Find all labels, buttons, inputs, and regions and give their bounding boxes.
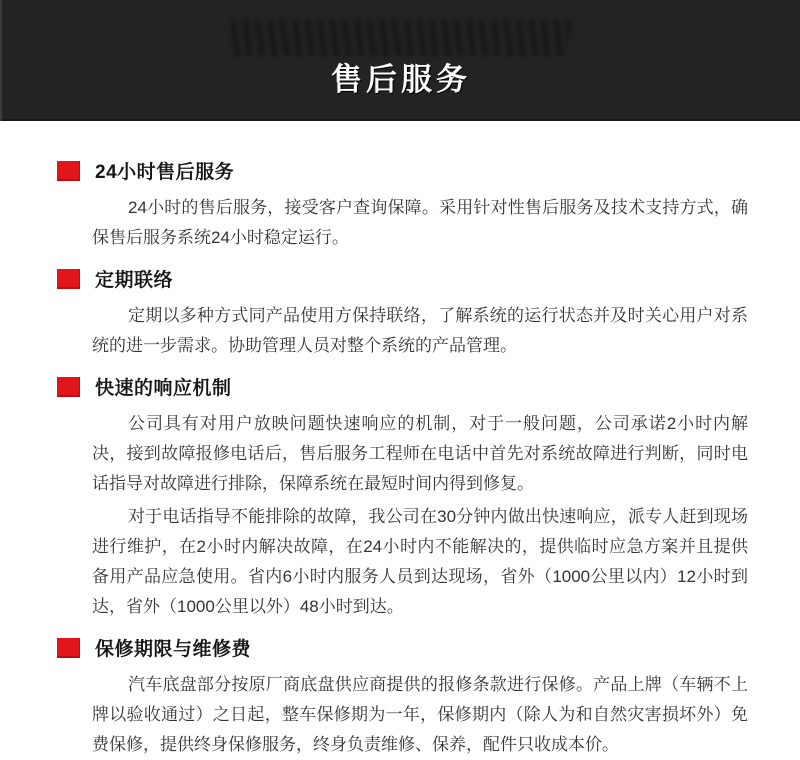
page-title: 售后服务 bbox=[331, 62, 471, 97]
section bbox=[57, 634, 748, 760]
paragraph: 对于电话指导不能排除的故障，我公司在30分钟内做出快速响应，派专人赶到现场进行维护，在2小时内解决故障，在24小时内不能解决的，提供临时应急方案并且提供备用产品应急使用。省内6小时内服务人员到达现场，省外（1000公里以内）12小时到达，省外（1000公里以外）48小时到达。 bbox=[92, 507, 748, 616]
watermark bbox=[227, 20, 572, 56]
section bbox=[57, 265, 748, 361]
section-heading: 24小时售后服务 bbox=[95, 162, 235, 183]
section bbox=[57, 373, 748, 622]
paragraph: 公司具有对用户放映问题快速响应的机制，对于一般问题，公司承诺2小时内解决，接到故障报修电话后，售后服务工程师在电话中首先对系统故障进行判断，同时电话指导对故障进行排除，保障系统在最短时间内得到修复。 bbox=[92, 414, 748, 493]
section-heading: 保修期限与维修费 bbox=[95, 639, 252, 660]
section-heading: 快速的响应机制 bbox=[95, 378, 232, 399]
content bbox=[0, 121, 800, 760]
section-heading-row bbox=[57, 265, 748, 292]
section-heading: 定期联络 bbox=[95, 270, 174, 291]
section-paragraphs bbox=[57, 670, 748, 760]
paragraph: 定期以多种方式同产品使用方保持联络，了解系统的运行状态并及时关心用户对系统的进一步需求。协助管理人员对整个系统的产品管理。 bbox=[92, 306, 748, 355]
section-heading-row bbox=[57, 157, 748, 184]
red-square-marker-icon bbox=[57, 161, 80, 181]
red-square-marker-icon bbox=[57, 638, 80, 658]
section-heading-row bbox=[57, 373, 748, 400]
section bbox=[57, 157, 748, 253]
section-paragraphs bbox=[57, 301, 748, 361]
section-paragraphs bbox=[57, 193, 748, 253]
section-paragraphs bbox=[57, 409, 748, 622]
paragraph: 24小时的售后服务，接受客户查询保障。采用针对性售后服务及技术支持方式，确保售后服务系统24小时稳定运行。 bbox=[92, 198, 748, 247]
red-square-marker-icon bbox=[57, 269, 80, 289]
header-banner bbox=[0, 0, 800, 121]
paragraph: 汽车底盘部分按原厂商底盘供应商提供的报修条款进行保修。产品上牌（车辆不上牌以验收通过）之日起，整车保修期为一年，保修期内（除人为和自然灾害损坏外）免费保修，提供终身保修服务，终身负责维修、保养，配件只收成本价。 bbox=[92, 675, 748, 754]
red-square-marker-icon bbox=[57, 377, 80, 397]
section-heading-row bbox=[57, 634, 748, 661]
